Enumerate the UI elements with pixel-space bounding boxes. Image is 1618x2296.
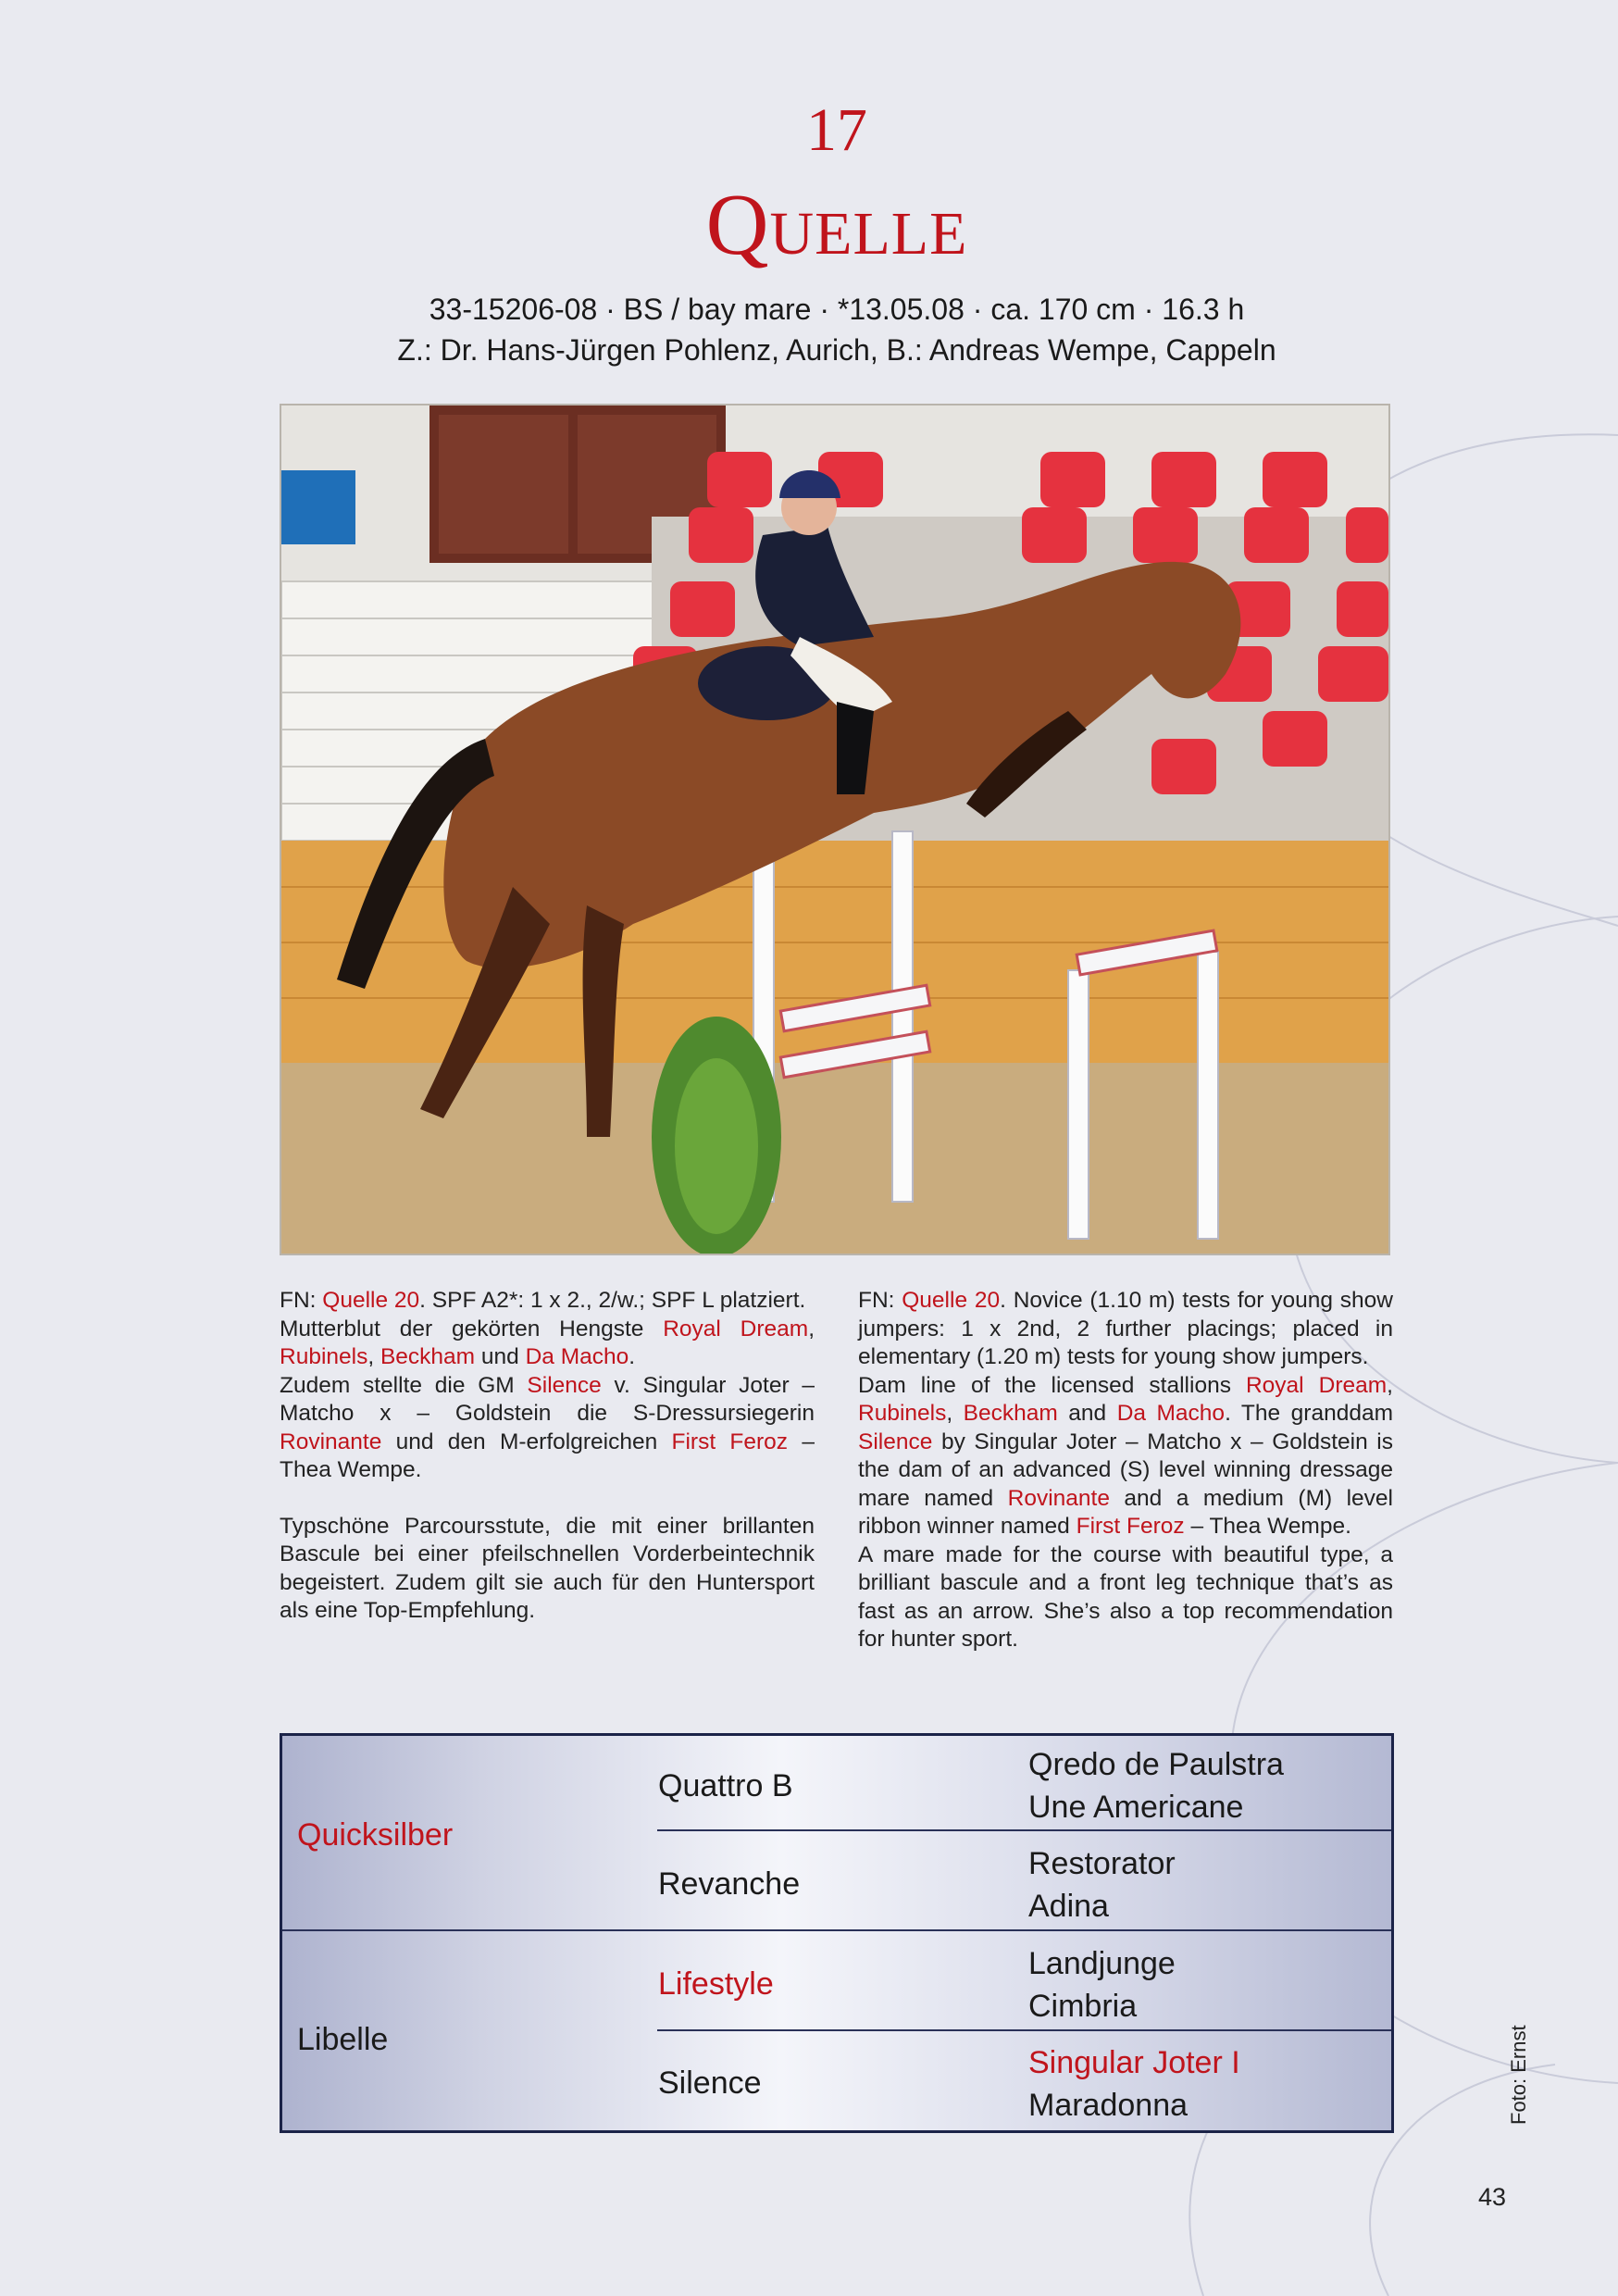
pedigree-ancestor: Qredo de Paulstra: [1028, 1747, 1284, 1782]
pedigree-sire-sire: Quattro B: [658, 1768, 793, 1803]
horse-reference: Rubinels: [280, 1344, 368, 1369]
page-number: 43: [1478, 2183, 1507, 2211]
pedigree-sire: Quicksilber: [297, 1817, 454, 1853]
horse-reference: Beckham: [963, 1401, 1058, 1426]
description-german: [280, 1287, 815, 1626]
horse-reference: Rovinante: [280, 1429, 382, 1454]
pedigree-ancestor: Landjunge: [1028, 1946, 1176, 1981]
horse-reference: Da Macho: [525, 1344, 629, 1369]
horse-reference: Rubinels: [858, 1401, 947, 1426]
paragraph-gap: [280, 1485, 815, 1513]
lot-number: 17: [806, 96, 867, 164]
pedigree-ancestor: Cimbria: [1028, 1989, 1138, 2024]
divider-dam-line: [657, 2029, 1391, 2031]
pedigree-ancestor: Singular Joter I: [1028, 2045, 1240, 2080]
horse-details-line: 33-15206-08 · BS / bay mare · *13.05.08 · ca. 170 cm · 16.3 h: [429, 293, 1245, 326]
en-performance: FN: Quelle 20. Novice (1.10 m) tests for young show jumpers: 1 x 2nd, 2 further placings; placed in elementary (1.20 m) tests for young show jumpers.: [858, 1288, 1393, 1369]
horse-name-title: Quelle: [705, 177, 968, 273]
de-dam-line: Mutterblut der gekörten Hengste Royal Dream, Rubinels, Beckham und Da Macho.: [280, 1316, 815, 1369]
horse-reference: Quelle 20: [902, 1288, 1001, 1313]
de-performance: FN: Quelle 20. SPF A2*: 1 x 2., 2/w.; SPF L platziert.: [280, 1288, 806, 1313]
horse-reference: Royal Dream: [663, 1316, 809, 1341]
breeder-owner-line: Z.: Dr. Hans-Jürgen Pohlenz, Aurich, B.: Andreas Wempe, Cappeln: [397, 333, 1276, 367]
pedigree-ancestor: Une Americane: [1028, 1790, 1244, 1825]
horse-reference: First Feroz: [671, 1429, 789, 1454]
divider-sire-dam: [282, 1929, 1391, 1931]
horse-reference: First Feroz: [1076, 1514, 1185, 1539]
horse-reference: Silence: [527, 1372, 602, 1398]
horse-jumping-photo: [280, 404, 1390, 1255]
horse-reference: Royal Dream: [1245, 1372, 1388, 1398]
pedigree-sire-dam: Revanche: [658, 1866, 801, 1902]
divider-sire-line: [657, 1829, 1391, 1831]
pedigree-dam-sire: Lifestyle: [658, 1966, 774, 2002]
pedigree-ancestor: Maradonna: [1028, 2088, 1189, 2123]
description-english: [858, 1287, 1393, 1654]
en-summary: A mare made for the course with beautiful type, a brilliant bascule and a front leg technique that’s as fast as an arrow. She’s also a top recommendation for hunter sport.: [858, 1541, 1393, 1652]
de-summary: Typschöne Parcoursstute, die mit einer brillanten Bascule bei einer pfeilschnellen Vorderbeintechnik begeistert. Zudem gilt sie auch für den Huntersport als eine Top-Empfehlung.: [280, 1513, 815, 1623]
pedigree-ancestor: Adina: [1028, 1889, 1109, 1924]
horse-reference: Quelle 20: [322, 1288, 420, 1313]
horse-reference: Rovinante: [1007, 1485, 1110, 1511]
de-granddam: Zudem stellte die GM Silence v. Singular Joter – Matcho x – Goldstein die S-Dressursiegerin Rovinante und den M-erfolgreichen First Feroz – Thea Wempe.: [280, 1372, 815, 1482]
en-dam-line: Dam line of the licensed stallions Royal Dream, Rubinels, Beckham and Da Macho. The granddam Silence by Singular Joter – Matcho x – Goldstein is the dam of an advanced (S) level winning dressage mare named Rovinante and a medium (M) level ribbon winner named First Feroz – Thea Wempe.: [858, 1372, 1393, 1539]
horse-reference: Silence: [858, 1429, 933, 1454]
pedigree-table: [280, 1733, 1394, 2133]
photo-credit: Foto: Ernst: [1507, 2025, 1530, 2125]
horse-reference: Beckham: [380, 1344, 476, 1369]
pedigree-ancestor: Restorator: [1028, 1846, 1176, 1881]
horse-reference: Da Macho: [1116, 1401, 1226, 1426]
pedigree-dam-dam: Silence: [658, 2065, 762, 2101]
pedigree-dam: Libelle: [297, 2022, 389, 2057]
